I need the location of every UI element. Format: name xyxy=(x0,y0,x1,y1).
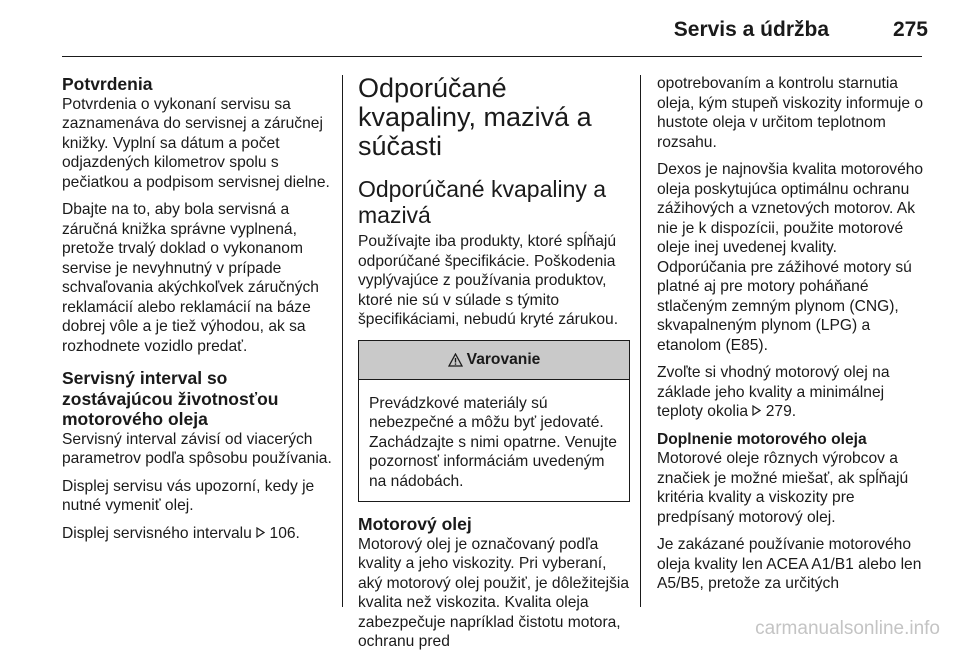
service-interval-heading: Servisný interval so zostávajúcou životnosťou motorového oleja xyxy=(62,368,279,429)
col3-paragraph-1: opotrebovaním a kontrolu starnutia oleja, kým stupeň viskozity informuje o hustote oleja v určitom teplotnom rozsahu. xyxy=(657,75,924,151)
service-interval-paragraph-3 xyxy=(62,524,334,544)
intro-paragraph: Používajte iba produkty, ktoré spĺňajú odporúčané špecifikácie. Poškodenia vyplývajúce z používania produktov, ktoré nie sú v súlade s týmito špecifikáciami, nebudú kryté zárukou. xyxy=(358,233,619,328)
service-interval-ref-text: Displej servisného intervalu xyxy=(62,524,252,542)
page-reference-link[interactable]: 279. xyxy=(765,403,797,420)
header-rule xyxy=(62,56,922,57)
service-interval-paragraph-2: Displej servisu vás upozorní, kedy je nutné vymeniť olej. xyxy=(62,477,315,514)
header-title: Servis a údržba xyxy=(673,18,829,41)
page-reference-triangle-icon xyxy=(256,525,265,542)
warning-body: Prevádzkové materiály sú nebezpečné a môžu byť jedovaté. Zachádzajte s nimi opatrne. Venujte pozornosť informáciám uvedeným na nádobách. xyxy=(369,394,617,490)
service-interval-paragraph-1: Servisný interval závisí od viacerých parametrov podľa spôsobu používania. xyxy=(62,430,332,467)
page-number: 275 xyxy=(892,18,928,41)
watermark: carmanualsonline.info xyxy=(755,618,940,639)
engine-oil-heading: Motorový olej xyxy=(358,514,472,534)
warning-box xyxy=(358,340,630,503)
warning-label: Varovanie xyxy=(466,350,541,368)
confirmations-paragraph-2: Dbajte na to, aby bola servisná a záručná knižka správne vyplnená, pretože trvalý doklad o vykonanom servise je nevyhnutný v prípade schvaľovania akýchkoľvek záručných reklamácií alebo reklamácií na báze dobrej vôle a je tiež výhodou, ak sa rozhodnete vozidlo predať. xyxy=(62,201,319,355)
section-heading: Odporúčané kvapaliny, mazivá a súčasti xyxy=(358,73,592,161)
confirmations-paragraph-1: Potvrdenia o vykonaní servisu sa zaznamenáva do servisnej a záručnej knižky. Vyplní sa dátum a počet odjazdených kilometrov spolu s pečiatkou a podpisom servisnej dielne. xyxy=(62,95,330,191)
warning-header xyxy=(359,341,629,380)
col3-ref-text: Zvoľte si vhodný motorový olej na základe jeho kvality a minimálnej teploty okolia xyxy=(657,364,890,420)
oil-refill-heading: Doplnenie motorového oleja xyxy=(657,430,867,448)
column-divider-1 xyxy=(342,75,343,607)
page-reference-link[interactable]: 106. xyxy=(269,524,300,542)
confirmations-heading: Potvrdenia xyxy=(62,74,153,94)
column-3 xyxy=(657,74,929,602)
warning-triangle-icon xyxy=(448,353,463,367)
column-1 xyxy=(62,74,334,551)
page-reference-triangle-icon xyxy=(752,403,761,420)
engine-oil-paragraph: Motorový olej je označovaný podľa kvality a jeho viskozity. Pri vyberaní, aký motorový olej použiť, je dôležitejšia kvalita než viskozita. Kvalita oleja zabezpečuje napríklad čistotu motora, ochranu pred xyxy=(358,535,630,650)
oil-refill-paragraph-1: Motorové oleje rôznych výrobcov a značiek je možné miešať, ak spĺňajú kritéria kvality a viskozity pre predpísaný motorový olej. xyxy=(657,450,909,526)
column-divider-2 xyxy=(640,75,641,607)
column-2 xyxy=(358,74,630,660)
col3-paragraph-3 xyxy=(657,363,929,422)
oil-refill-paragraph-2: Je zakázané používanie motorového oleja kvality len ACEA A1/B1 alebo len A5/B5, pretože za určitých xyxy=(657,536,922,592)
col3-paragraph-2: Dexos je najnovšia kvalita motorového oleja poskytujúca optimálnu ochranu zážihových a vznetových motorov. Ak nie je k dispozícii, použite motorové oleje inej uvedenej kvality. Odporúčania pre zážihové motory sú platné aj pre motory poháňané stlačeným zemným plynom (CNG), skvapalneným plynom (LPG) a etanolom (E85). xyxy=(657,161,924,354)
subsection-heading: Odporúčané kvapaliny a mazivá xyxy=(358,176,607,228)
